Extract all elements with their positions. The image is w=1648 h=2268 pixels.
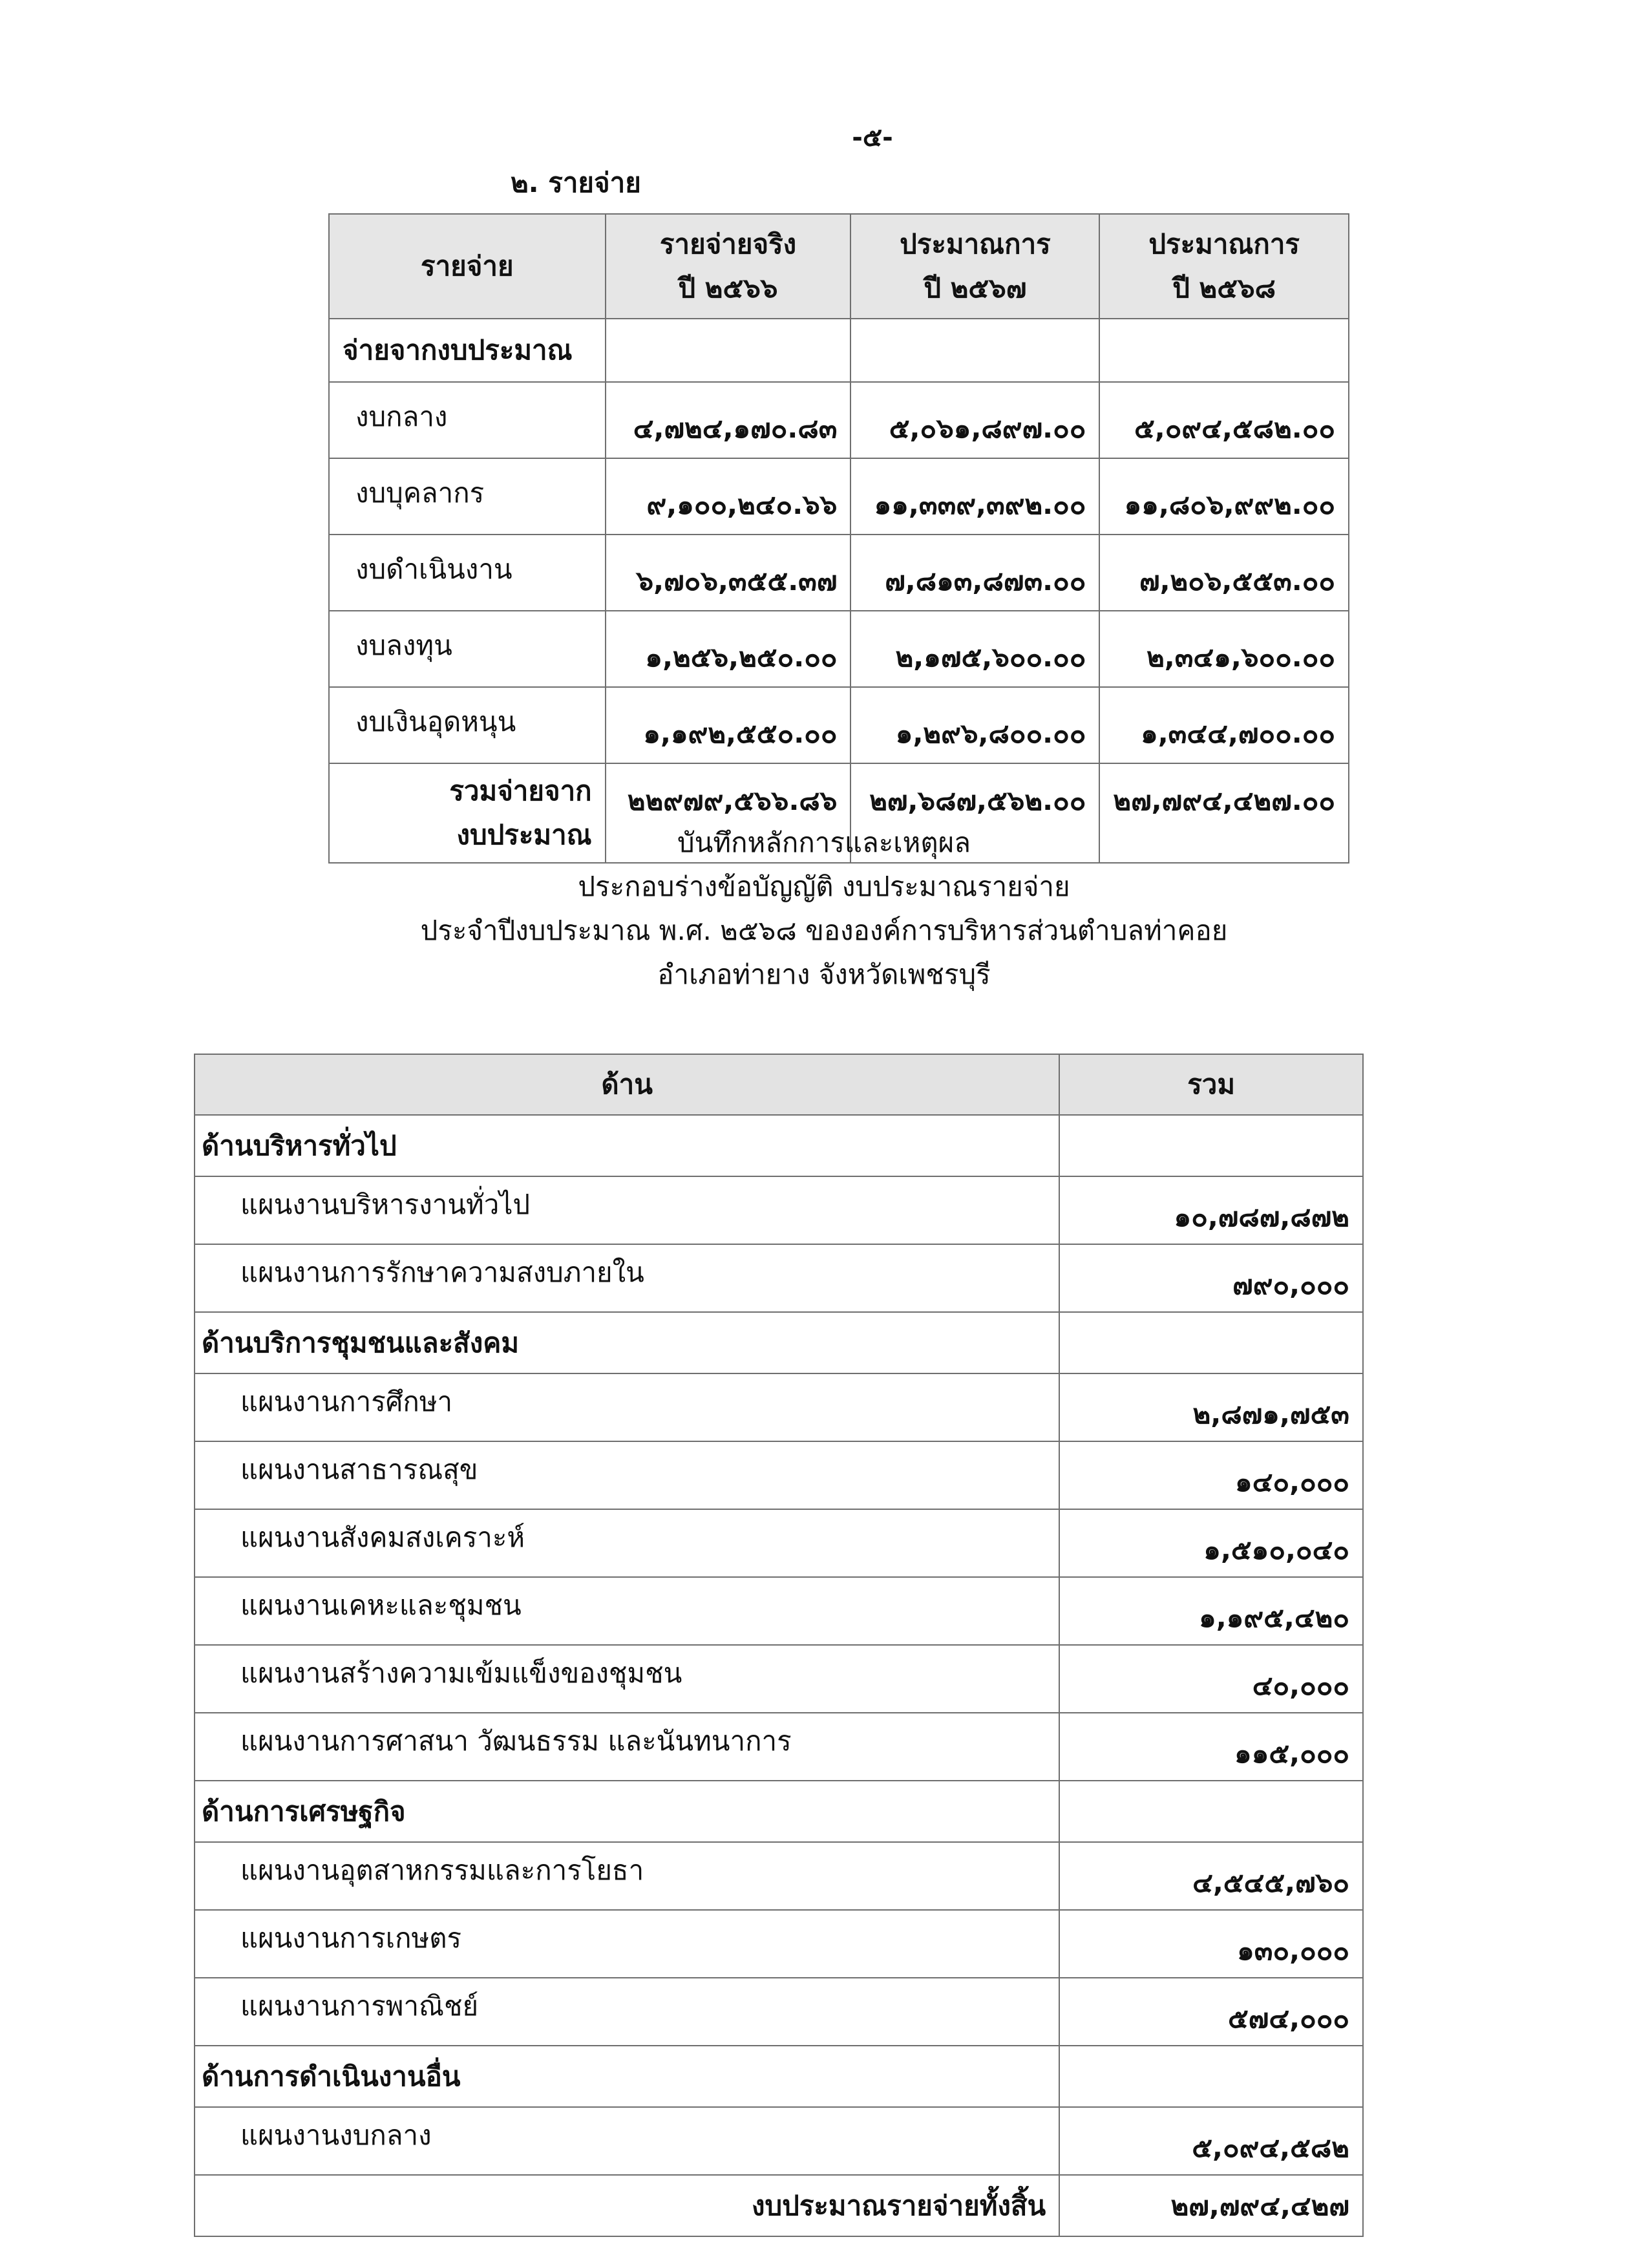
- table-row: [195, 1978, 1363, 2046]
- table-row: [329, 611, 1349, 687]
- header-line2: ปี ๒๕๖๖: [678, 272, 778, 304]
- header-estimate-2567: [850, 214, 1099, 319]
- estimate-2567-value: ๕,๐๖๑,๘๙๗.๐๐: [850, 382, 1099, 458]
- section-heading: ๒. รายจ่าย: [511, 167, 641, 198]
- table-row: [195, 1373, 1363, 1441]
- table-row: [195, 1910, 1363, 1978]
- table-row: [195, 2107, 1363, 2175]
- program-table-header: [195, 1054, 1363, 1115]
- header-side: ด้าน: [195, 1054, 1059, 1115]
- empty-cell: [1099, 319, 1349, 382]
- program-table: [194, 1054, 1364, 2237]
- actual-2566-value: ๑,๑๙๒,๕๕๐.๐๐: [606, 687, 851, 763]
- table-row: [195, 1176, 1363, 1244]
- program-amount: ๔๐,๐๐๐: [1059, 1645, 1363, 1713]
- memo-heading: [194, 821, 1454, 997]
- grand-total-row: [195, 2175, 1363, 2236]
- program-amount: ๗๙๐,๐๐๐: [1059, 1244, 1363, 1312]
- header-expense-label: รายจ่าย: [421, 250, 514, 282]
- estimate-2568-value: ๑,๓๔๔,๗๐๐.๐๐: [1099, 687, 1349, 763]
- total-label-line1: รวมจ่ายจาก: [449, 775, 592, 807]
- table-row: [329, 382, 1349, 458]
- actual-2566-value: ๙,๑๐๐,๒๔๐.๖๖: [606, 458, 851, 535]
- actual-2566-value: ๔,๗๒๔,๑๗๐.๘๓: [606, 382, 851, 458]
- program-amount: ๒,๘๗๑,๗๕๓: [1059, 1373, 1363, 1441]
- estimate-2568-value: ๗,๒๐๖,๕๕๓.๐๐: [1099, 535, 1349, 611]
- empty-cell: [1059, 1312, 1363, 1373]
- program-amount: ๕,๐๙๔,๕๘๒: [1059, 2107, 1363, 2175]
- program-label: แผนงานบริหารงานทั่วไป: [195, 1176, 1059, 1244]
- row-label: งบดำเนินงาน: [329, 535, 606, 611]
- table-row: [195, 1441, 1363, 1509]
- total-label-line2: งบประมาณ: [456, 819, 592, 851]
- header-total: รวม: [1059, 1054, 1363, 1115]
- row-label: งบกลาง: [329, 382, 606, 458]
- table-row: [195, 1244, 1363, 1312]
- estimate-2568-value: ๒,๓๔๑,๖๐๐.๐๐: [1099, 611, 1349, 687]
- program-amount: ๑,๕๑๐,๐๔๐: [1059, 1509, 1363, 1577]
- row-label: งบบุคลากร: [329, 458, 606, 535]
- empty-cell: [1059, 2046, 1363, 2107]
- empty-cell: [850, 319, 1099, 382]
- estimate-2567-value: ๑๑,๓๓๙,๓๙๒.๐๐: [850, 458, 1099, 535]
- estimate-2567-value: ๗,๘๑๓,๘๗๓.๐๐: [850, 535, 1099, 611]
- empty-cell: [1059, 1781, 1363, 1842]
- expense-table: [328, 213, 1349, 864]
- header-expense: [329, 214, 606, 319]
- table-row: [195, 1577, 1363, 1645]
- section-row: [195, 1115, 1363, 1176]
- empty-cell: [1059, 1115, 1363, 1176]
- program-label: แผนงานการรักษาความสงบภายใน: [195, 1244, 1059, 1312]
- section-title: ด้านบริหารทั่วไป: [195, 1115, 1059, 1176]
- grand-total-label: งบประมาณรายจ่ายทั้งสิ้น: [195, 2175, 1059, 2236]
- expense-category-row: [329, 319, 1349, 382]
- actual-2566-value: ๑,๒๕๖,๒๕๐.๐๐: [606, 611, 851, 687]
- header-line1: ประมาณการ: [900, 228, 1051, 260]
- empty-cell: [606, 319, 851, 382]
- row-label: งบลงทุน: [329, 611, 606, 687]
- table-row: [329, 458, 1349, 535]
- header-estimate-2568: [1099, 214, 1349, 319]
- program-amount: ๔,๕๔๕,๗๖๐: [1059, 1842, 1363, 1910]
- table-row: [329, 535, 1349, 611]
- program-label: แผนงานสร้างความเข้มแข็งของชุมชน: [195, 1645, 1059, 1713]
- program-amount: ๑๑๕,๐๐๐: [1059, 1713, 1363, 1781]
- program-label: แผนงานอุตสาหกรรมและการโยธา: [195, 1842, 1059, 1910]
- section-row: [195, 2046, 1363, 2107]
- program-label: แผนงานการศาสนา วัฒนธรรม และนันทนาการ: [195, 1713, 1059, 1781]
- header-line2: ปี ๒๕๖๗: [924, 272, 1027, 304]
- table-row: [195, 1842, 1363, 1910]
- program-amount: ๑๓๐,๐๐๐: [1059, 1910, 1363, 1978]
- program-amount: ๕๗๔,๐๐๐: [1059, 1978, 1363, 2046]
- estimate-2568-value: ๑๑,๘๐๖,๙๙๒.๐๐: [1099, 458, 1349, 535]
- total-estimate-2568: ๒๗,๗๙๔,๔๒๗.๐๐: [1099, 763, 1349, 863]
- program-label: แผนงานเคหะและชุมชน: [195, 1577, 1059, 1645]
- memo-line-3: ประจำปีงบประมาณ พ.ศ. ๒๕๖๘ ขององค์การบริหารส่วนตำบลท่าคอย: [420, 915, 1228, 946]
- total-estimate-2567: ๒๗,๖๘๗,๕๖๒.๐๐: [850, 763, 1099, 863]
- section-title: ด้านบริการชุมชนและสังคม: [195, 1312, 1059, 1373]
- table-row: [195, 1509, 1363, 1577]
- program-label: แผนงานการพาณิชย์: [195, 1978, 1059, 2046]
- actual-2566-value: ๖,๗๐๖,๓๕๕.๓๗: [606, 535, 851, 611]
- section-title: ด้านการเศรษฐกิจ: [195, 1781, 1059, 1842]
- memo-line-4: อำเภอท่ายาง จังหวัดเพชรบุรี: [657, 959, 991, 990]
- grand-total-amount: ๒๗,๗๙๔,๔๒๗: [1059, 2175, 1363, 2236]
- header-line1: ประมาณการ: [1148, 228, 1300, 260]
- memo-line-1: บันทึกหลักการและเหตุผล: [677, 827, 971, 858]
- program-amount: ๑,๑๙๕,๔๒๐: [1059, 1577, 1363, 1645]
- row-label: งบเงินอุดหนุน: [329, 687, 606, 763]
- section-title: ด้านการดำเนินงานอื่น: [195, 2046, 1059, 2107]
- table-row: [195, 1645, 1363, 1713]
- section-row: [195, 1781, 1363, 1842]
- estimate-2567-value: ๑,๒๙๖,๘๐๐.๐๐: [850, 687, 1099, 763]
- table-row: [195, 1713, 1363, 1781]
- header-actual-2566: [606, 214, 851, 319]
- page-number: -๕-: [852, 123, 893, 153]
- memo-line-2: ประกอบร่างข้อบัญญัติ งบประมาณรายจ่าย: [578, 871, 1070, 902]
- estimate-2567-value: ๒,๑๗๕,๖๐๐.๐๐: [850, 611, 1099, 687]
- program-label: แผนงานการเกษตร: [195, 1910, 1059, 1978]
- total-actual-2566: ๒๒๙๗๙,๕๖๖.๘๖: [606, 763, 851, 863]
- program-label: แผนงานสังคมสงเคราะห์: [195, 1509, 1059, 1577]
- expense-table-header: [329, 214, 1349, 319]
- program-amount: ๑๐,๗๘๗,๘๗๒: [1059, 1176, 1363, 1244]
- program-label: แผนงานงบกลาง: [195, 2107, 1059, 2175]
- program-amount: ๑๔๐,๐๐๐: [1059, 1441, 1363, 1509]
- program-label: แผนงานสาธารณสุข: [195, 1441, 1059, 1509]
- program-label: แผนงานการศึกษา: [195, 1373, 1059, 1441]
- header-line2: ปี ๒๕๖๘: [1172, 272, 1276, 304]
- table-row: [329, 687, 1349, 763]
- expense-category-label: จ่ายจากงบประมาณ: [329, 319, 606, 382]
- section-row: [195, 1312, 1363, 1373]
- header-line1: รายจ่ายจริง: [659, 228, 797, 260]
- estimate-2568-value: ๕,๐๙๔,๕๘๒.๐๐: [1099, 382, 1349, 458]
